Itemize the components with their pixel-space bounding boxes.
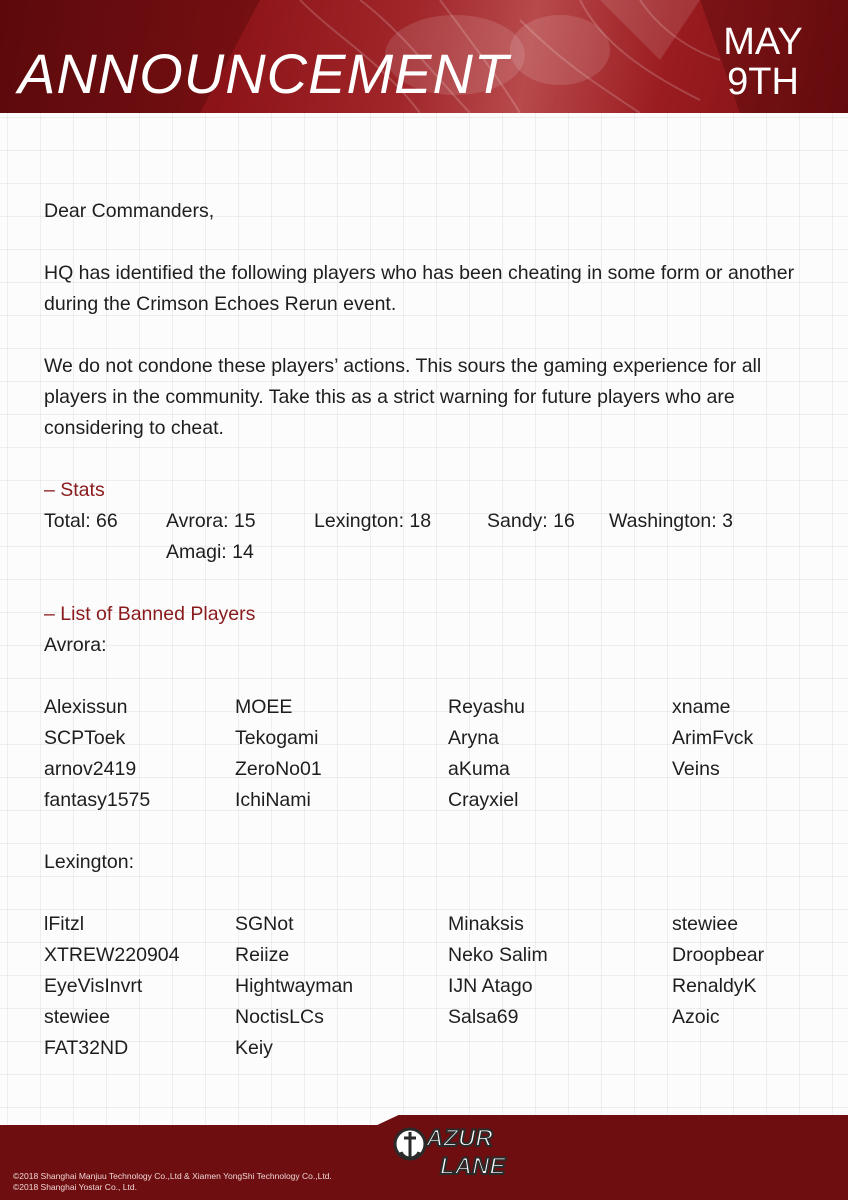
stat-total: Total: 66 [44, 510, 118, 532]
stats-grid [44, 506, 814, 568]
list-item: arnov2419 [44, 758, 137, 780]
list-item: Neko Salim [448, 944, 548, 966]
list-item: Tekogami [235, 727, 319, 749]
announcement-date [708, 22, 818, 102]
stat-sandy: Sandy: 16 [487, 510, 575, 532]
list-item: Salsa69 [448, 1006, 519, 1028]
list-item: IchiNami [235, 789, 311, 811]
list-item: aKuma [448, 758, 510, 780]
list-item: IJN Atago [448, 975, 533, 997]
list-item: stewiee [44, 1006, 111, 1028]
list-item: Azoic [672, 1006, 720, 1028]
header-banner [0, 0, 848, 113]
list-item: stewiee [672, 913, 739, 935]
list-item: FAT32ND [44, 1037, 129, 1059]
list-item: Veins [672, 758, 720, 780]
stat-amagi: Amagi: 14 [166, 541, 254, 563]
group-avrora-label: Avrora: [44, 634, 107, 656]
announcement-body [44, 196, 814, 1064]
anchor-icon [395, 1129, 425, 1160]
logo-text-lane: LANE [440, 1153, 506, 1180]
stat-washington: Washington: 3 [609, 510, 733, 532]
lexington-player-list [44, 909, 814, 1064]
group-lexington-label: Lexington: [44, 851, 134, 873]
stats-heading: – Stats [44, 479, 105, 501]
copyright-notice [13, 1171, 332, 1193]
list-item: Aryna [448, 727, 499, 749]
list-item: MOEE [235, 696, 293, 718]
date-month: MAY [723, 21, 803, 63]
avrora-player-list [44, 692, 814, 816]
list-item: xname [672, 696, 731, 718]
copyright-line-1: ©2018 Shanghai Manjuu Technology Co.,Ltd & Xiamen YongShi Technology Co.,Ltd. [13, 1171, 332, 1181]
list-item: SGNot [235, 913, 294, 935]
greeting: Dear Commanders, [44, 200, 215, 222]
list-item: fantasy1575 [44, 789, 151, 811]
list-item: Minaksis [448, 913, 524, 935]
list-item: NoctisLCs [235, 1006, 324, 1028]
list-item: EyeVisInvrt [44, 975, 143, 997]
list-item: Alexissun [44, 696, 128, 718]
warning-paragraph: We do not condone these players’ actions. This sours the gaming experience for all players in the community. Take this as a strict warning for future players who are considering to cheat. [44, 355, 762, 439]
intro-paragraph: HQ has identified the following players who has been cheating in some form or another during the Crimson Echoes Rerun event. [44, 262, 795, 315]
stat-spacer [44, 537, 166, 568]
list-item: RenaldyK [672, 975, 757, 997]
list-item: Hightwayman [235, 975, 354, 997]
list-item: lFitzl [44, 913, 85, 935]
azur-lane-logo [388, 1116, 526, 1186]
announcement-title: ANNOUNCEMENT [18, 42, 510, 105]
logo-text-azur: AZUR [426, 1125, 493, 1152]
list-item: Reiize [235, 944, 290, 966]
stat-avrora: Avrora: 15 [166, 510, 256, 532]
stat-lexington: Lexington: 18 [314, 510, 432, 532]
list-item: ArimFvck [672, 727, 754, 749]
list-item: Keiy [235, 1037, 273, 1059]
list-item: Reyashu [448, 696, 525, 718]
banned-heading: – List of Banned Players [44, 603, 256, 625]
list-item: Crayxiel [448, 789, 519, 811]
list-item: Droopbear [672, 944, 765, 966]
list-item: ZeroNo01 [235, 758, 322, 780]
date-day: 9TH [727, 61, 799, 103]
copyright-line-2: ©2018 Shanghai Yostar Co., Ltd. [13, 1182, 137, 1192]
list-item: SCPToek [44, 727, 126, 749]
list-item: XTREW220904 [44, 944, 180, 966]
